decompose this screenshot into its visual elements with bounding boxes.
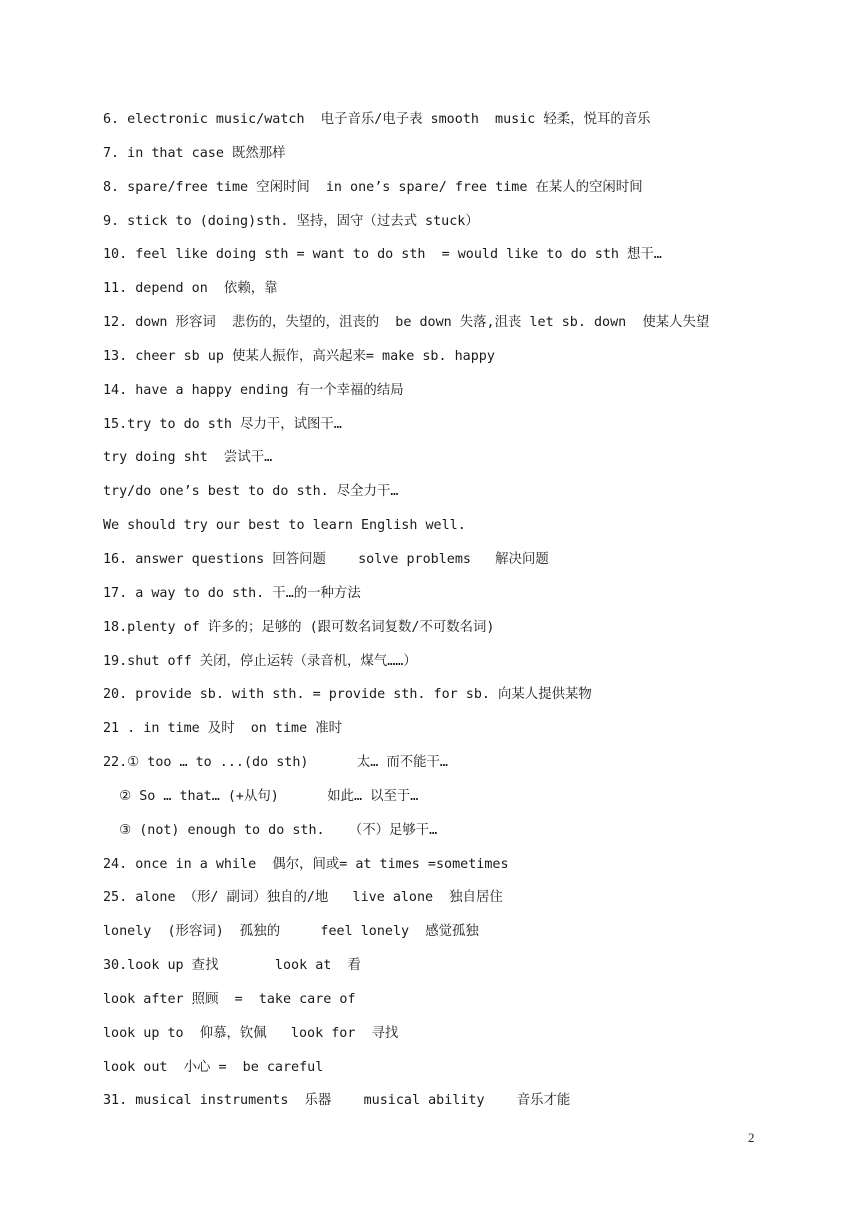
vocab-line: 19.shut off 关闭，停止运转（录音机，煤气……） (103, 653, 417, 669)
vocab-line: 14. have a happy ending 有一个幸福的结局 (103, 382, 404, 398)
vocab-line: 30.look up 查找 look at 看 (103, 958, 361, 974)
vocab-line: 24. once in a while 偶尔，间或= at times =sometimes (103, 856, 509, 872)
vocab-line: 13. cheer sb up 使某人振作，高兴起来= make sb. happy (103, 348, 495, 364)
page-number: 2 (748, 1130, 755, 1145)
vocab-line: look out 小心 = be careful (103, 1059, 324, 1075)
vocab-line: 10. feel like doing sth = want to do sth = would like to do sth 想干… (103, 247, 662, 263)
vocab-line: 12. down 形容词 悲伤的，失望的，沮丧的 be down 失落,沮丧 let sb. down 使某人失望 (103, 315, 710, 331)
vocab-line: 8. spare/free time 空闲时间 in one’s spare/ free time 在某人的空闲时间 (103, 179, 643, 195)
vocab-line: 22.① too … to ...(do sth) 太… 而不能干… (103, 755, 448, 771)
vocab-line: 15.try to do sth 尽力干，试图干… (103, 416, 342, 432)
vocab-line: look after 照顾 = take care of (103, 991, 356, 1007)
vocab-line: 31. musical instruments 乐器 musical ability 音乐才能 (103, 1093, 571, 1109)
vocab-line: 7. in that case 既然那样 (103, 145, 286, 161)
vocab-line: 25. alone （形/ 副词）独自的/地 live alone 独自居住 (103, 890, 503, 906)
vocab-line: 16. answer questions 回答问题 solve problems 解决问题 (103, 551, 549, 567)
vocab-line: lonely (形容词) 孤独的 feel lonely 感觉孤独 (103, 924, 479, 940)
vocab-line: look up to 仰慕，钦佩 look for 寻找 (103, 1025, 399, 1041)
vocab-line: 6. electronic music/watch 电子音乐/电子表 smooth music 轻柔，悦耳的音乐 (103, 112, 651, 127)
vocab-line: try/do one’s best to do sth. 尽全力干… (103, 484, 399, 500)
vocab-line: 17. a way to do sth. 干…的一种方法 (103, 585, 361, 601)
vocabulary-list (103, 109, 823, 1124)
vocab-line: 21 . in time 及时 on time 准时 (103, 721, 342, 737)
example-sentence: We should try our best to learn English well. (103, 518, 466, 534)
vocab-line: ② So … that… (+从句) 如此… 以至于… (103, 788, 419, 804)
vocab-line: 20. provide sb. with sth. = provide sth. for sb. 向某人提供某物 (103, 687, 592, 703)
vocab-line: 11. depend on 依赖，靠 (103, 281, 278, 297)
vocab-line: 9. stick to (doing)sth. 坚持，固守（过去式 stuck） (103, 213, 479, 229)
vocab-line: 18.plenty of 许多的；足够的 (跟可数名词复数/不可数名词) (103, 619, 495, 635)
vocab-line: try doing sht 尝试干… (103, 450, 273, 466)
vocab-line: ③ (not) enough to do sth. （不）足够干… (103, 822, 438, 838)
